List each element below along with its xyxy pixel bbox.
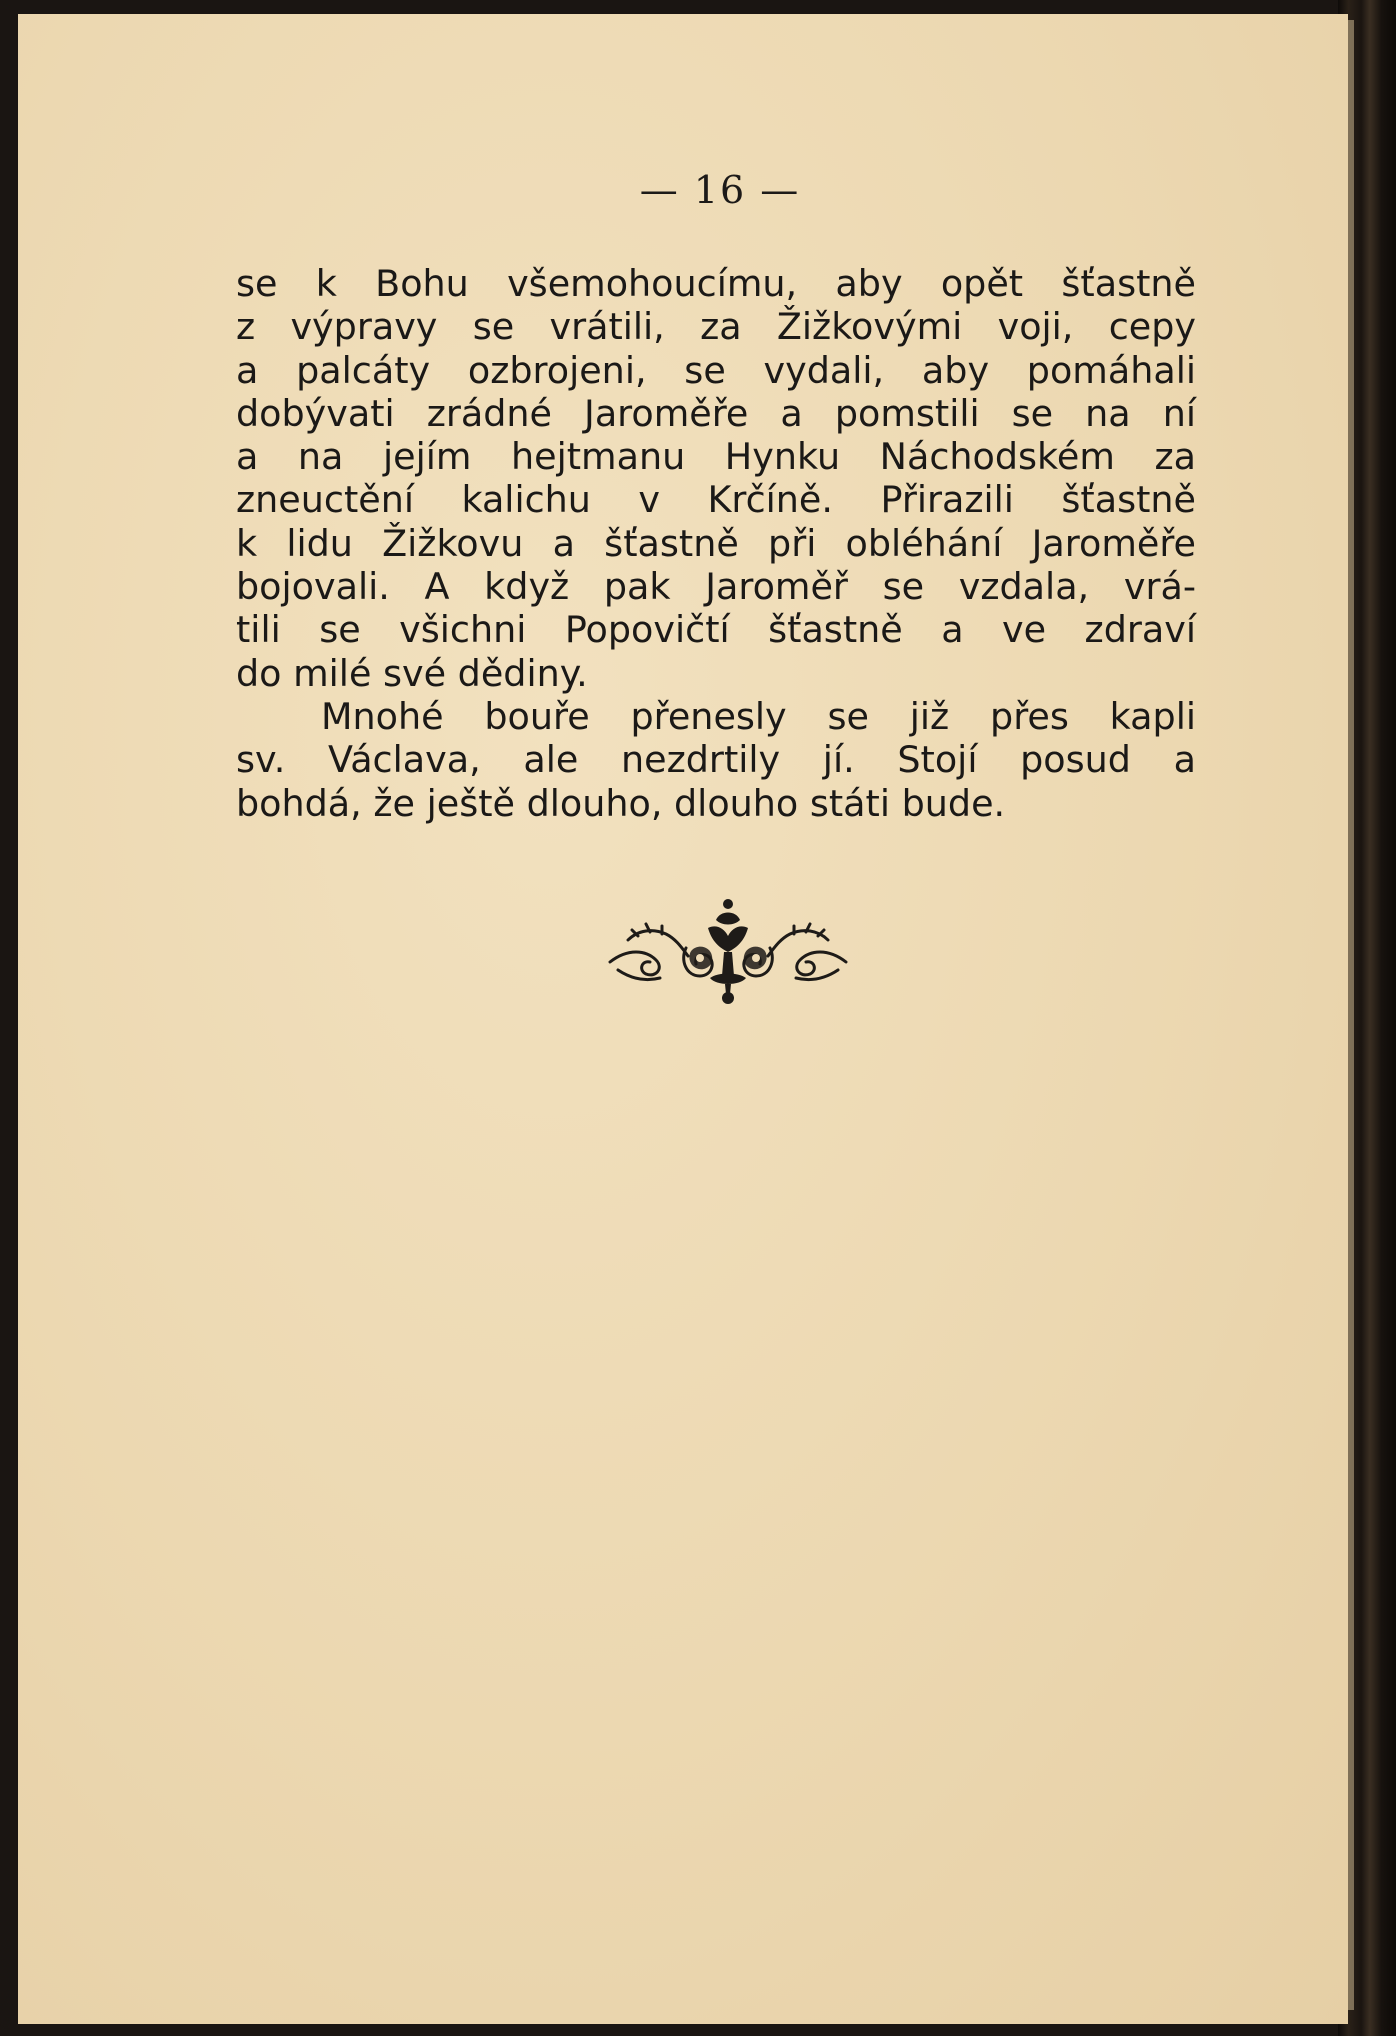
text-line: dobývati zrádné Jaroměře a pomstili se na ní — [236, 391, 1196, 435]
text-line: tili se všichni Popovičtí šťastně a ve zdraví — [236, 608, 1196, 652]
text-line: Mnohé bouře přenesly se již přes kapli — [321, 694, 1196, 738]
text-line: bohdá, že ještě dlouho, dlouho státi bude. — [236, 781, 1006, 825]
text-line: z výpravy se vrátili, za Žižkovými voji, cepy — [236, 305, 1196, 349]
text-line: bojovali. A když pak Jaroměř se vzdala, vrá- — [236, 565, 1196, 609]
text-line: k lidu Žižkovu a šťastně při obléhání Jaroměře — [236, 521, 1196, 565]
text-line: se k Bohu všemohoucímu, aby opět šťastně — [236, 262, 1196, 305]
page-edge — [1348, 20, 1354, 2010]
body-text — [236, 262, 1196, 825]
text-line: a palcáty ozbrojeni, se vydali, aby pomáhali — [236, 348, 1196, 392]
text-line: a na jejím hejtmanu Hynku Náchodském za — [236, 435, 1196, 479]
text-line: sv. Václava, ale nezdrtily jí. Stojí posud a — [236, 738, 1196, 782]
floral-vignette-icon — [598, 890, 858, 1010]
text-line: do milé své dědiny. — [236, 651, 588, 695]
text-line: zneuctění kalichu v Krčíně. Přirazili šťastně — [236, 478, 1196, 522]
page-number: — 16 — — [639, 168, 801, 212]
